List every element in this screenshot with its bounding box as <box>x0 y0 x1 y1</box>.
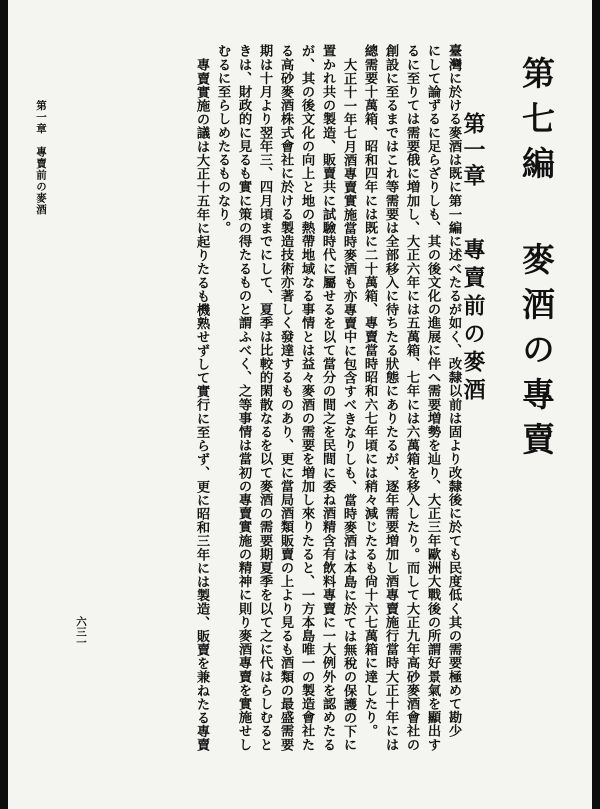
body-column: 期は十月より翌年三、四月頃までにして、夏季は比較的閑散なるを以て麥酒の需要期夏季を以て之に代はらしむると <box>257 44 272 752</box>
body-column: 總需要十萬箱、昭和四年には既に二十萬箱、專賣當時昭和六七年頃には稍々減じたるも尙十六七萬箱に達したり。 <box>362 44 377 738</box>
body-column: るに至りては需要俄に増加し、大正六年には五萬箱、七年には六萬箱を移入したり。而して大正九年高砂麥酒會社の <box>404 44 419 752</box>
body-column: 臺灣に於ける麥酒は既に第一編に述べたるが如く、改隸以前は固より改隸後に於ても民度低く其の需要極めて勘少 <box>446 44 461 738</box>
body-column: る高砂麥酒株式會社に於ける製造技術亦著しく發達するものあり、更に當局酒類販賣の上より見るも酒類の最盛需要 <box>278 44 293 752</box>
body-column: 置かれ共の製造、販賣共に試驗時代に屬せるを以て當分の間之を民間に委ね酒精含有飲料專賣に一大例外を認めたる <box>320 44 335 752</box>
body-column: 大正十一年七月酒專賣實施當時麥酒も亦專賣中に包含すべきなりしも、當時麥酒は本島に於ては無稅の保護の下に <box>341 58 356 752</box>
part-title: 第七編 麥酒の專賣 <box>517 56 556 467</box>
running-header <box>34 100 49 216</box>
running-header-title: 專賣前の麥酒 <box>35 146 47 216</box>
document-page <box>8 0 592 809</box>
body-column: が、其の後文化の向上と地の熱帶地域なる事情とは益々麥酒の需要を増加し來りたると、一方本島唯一の製造會社た <box>299 44 314 752</box>
body-column: 創設に至るまではこれ等需要は全部移入に待ちたる狀態にありたるが、逐年需要増加し酒專賣施行當時大正十年には <box>383 44 398 752</box>
running-header-chapter: 第一章 <box>35 100 47 135</box>
body-column: にして論ずるに足らざりしも、其の後文化の進展に伴へ需要増勢を辿り、大正三年歐洲大戰後の所謂好景氣を顯出す <box>425 44 440 752</box>
chapter-number: 第一章 <box>460 112 486 190</box>
body-column: きは、財政的に見るも實に策の得たるものと謂ふべく、之等事情は當初の專賣實施の精神に則り麥酒專賣を實施せし <box>236 44 251 752</box>
body-column: 專賣實施の議は大正十五年に起りたるも機熟せずして實行に至らず、更に昭和三年には製造、販賣を兼ねたる專賣 <box>194 58 209 752</box>
chapter-title: 專賣前の麥酒 <box>460 238 486 406</box>
body-column: むるに至らしめたるものなり。 <box>215 44 230 235</box>
page-number: 六三一 <box>75 616 87 648</box>
